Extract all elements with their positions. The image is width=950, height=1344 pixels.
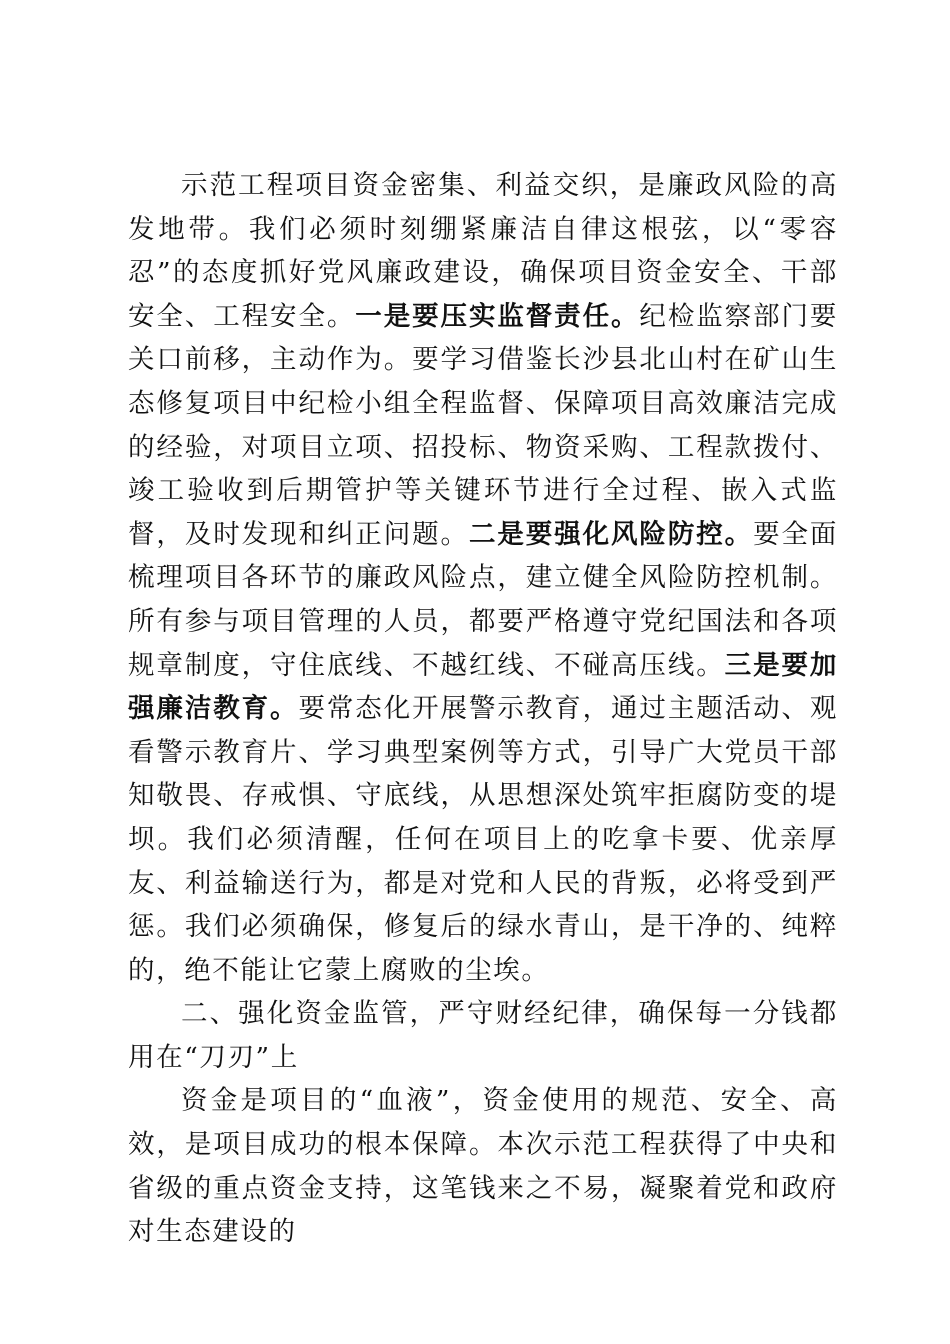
paragraph-text: 要全面梳理项目各环节的廉政风险点，建立健全风险防控机制。所有参与项目管理的人员，都要严格遵守党纪国法和各项规章制度，守住底线、不越红线、不碰高压线。 [128,518,839,681]
paragraph-funds [128,1079,838,1253]
bold-point-one: 一是要压实监督责任。 [355,300,640,332]
paragraph-text: 资金是项目的“血液”，资金使用的规范、安全、高效，是项目成功的根本保障。本次示范工程获得了中央和省级的重点资金支持，这笔钱来之不易，凝聚着党和政府对生态建设的 [128,1085,838,1248]
paragraph-text: 示范工程项目资金密集、利益交织，是廉政风险的高发地带。我们必须时刻绷紧廉洁自律这根弦，以“零容忍”的态度抓好党风廉政建设，确保项目资金安全、干部安全、工程安全。 [128,170,838,332]
section-heading-text: 二、强化资金监管，严守财经纪律，确保每一分钱都用在“刀刃”上 [128,998,838,1073]
bold-point-two: 二是要强化风险防控。 [468,518,754,550]
document-page [128,164,838,1254]
bold-point-three: 三是要加强廉洁教育。 [128,649,838,725]
paragraph-text: 纪检监察部门要关口前移，主动作为。要学习借鉴长沙县北山村在矿山生态修复项目中纪检小组全程监督、保障项目高效廉洁完成的经验，对项目立项、招投标、物资采购、工程款拨付、竣工验收到后期管护等关键环节进行全过程、嵌入式监督，及时发现和纠正问题。 [128,300,838,550]
section-heading [128,992,838,1079]
paragraph-integrity [128,164,838,992]
paragraph-text: 要常态化开展警示教育，通过主题活动、观看警示教育片、学习典型案例等方式，引导广大党员干部知敬畏、存戒惧、守底线，从思想深处筑牢拒腐防变的堤坝。我们必须清醒，任何在项目上的吃拿卡要、优亲厚友、利益输送行为，都是对党和人民的背叛，必将受到严惩。我们必须确保，修复后的绿水青山，是干净的、纯粹的，绝不能让它蒙上腐败的尘埃。 [128,693,838,986]
